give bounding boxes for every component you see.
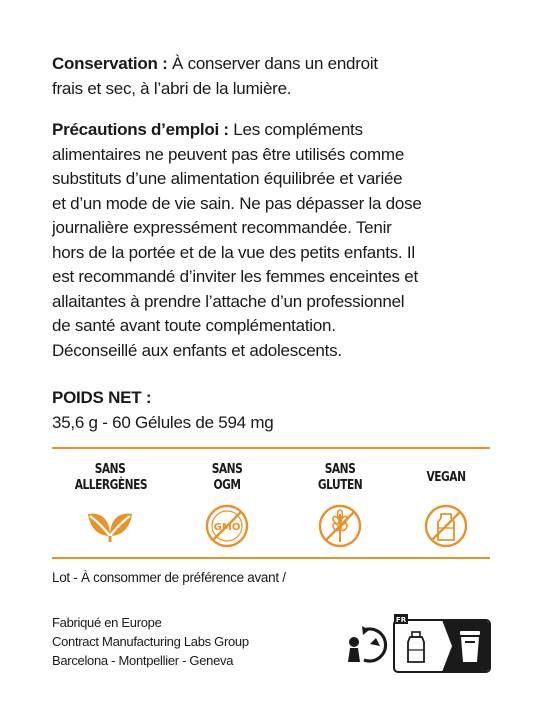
net-weight-value: 35,6 g - 60 Gélules de 594 mg <box>52 412 274 432</box>
manufacturer-line: Fabriqué en Europe <box>52 615 162 630</box>
precautions-line: Les compléments <box>228 120 363 139</box>
badge-label-line2: GLUTEN <box>317 478 363 493</box>
badge-label-line1: SANS <box>324 462 356 477</box>
conservation-label: Conservation : <box>52 54 168 73</box>
manufacturer-info <box>52 613 249 670</box>
wheat-crossed-icon <box>316 502 364 550</box>
badge-label <box>411 458 482 498</box>
precautions-line: et d’un mode de vie sain. Ne pas dépasser la dose <box>52 193 422 213</box>
badge-sans-allergenes <box>67 458 153 498</box>
conservation-text-line2: frais et sec, à l’abri de la lumière. <box>52 78 292 98</box>
precautions-line: allaitantes à prendre l’attache d’un professionnel <box>52 291 405 311</box>
divider-top <box>52 447 490 449</box>
badge-sans-gluten <box>297 458 383 498</box>
precautions-line: hors de la portée et de la vue des petits enfants. Il <box>52 242 415 262</box>
precautions-paragraph <box>52 118 502 363</box>
badge-label-line1: SANS <box>211 462 243 477</box>
milk-crossed-icon <box>422 502 470 550</box>
badge-label-line2: OGM <box>213 478 241 493</box>
conservation-text: À conserver dans un endroit <box>167 54 378 73</box>
badge-label <box>75 458 146 498</box>
conservation-paragraph <box>52 52 502 101</box>
recycling-info <box>342 612 492 674</box>
badge-label-line2: ALLERGÈNES <box>74 478 148 493</box>
precautions-line: est recommandé d’inviter les femmes enceintes et <box>52 267 418 286</box>
badge-sans-ogm <box>184 458 270 533</box>
precautions-line: Déconseillé aux enfants et adolescents. <box>52 340 342 360</box>
triman-icon <box>348 626 386 662</box>
gmo-icon <box>203 502 251 550</box>
country-tag: FR <box>395 616 407 624</box>
badge-label-line1: SANS <box>94 462 126 477</box>
gmo-icon-text: GMO <box>213 522 241 533</box>
divider-bottom <box>52 557 490 559</box>
manufacturer-line: Contract Manufacturing Labs Group <box>52 634 249 649</box>
leaves-icon <box>86 502 134 550</box>
badge-label <box>305 458 376 498</box>
badge-vegan <box>403 458 489 498</box>
lot-text: Lot - À consommer de préférence avant / <box>52 570 286 585</box>
net-weight-label: POIDS NET : <box>52 388 152 407</box>
precautions-label: Précautions d’emploi : <box>52 120 229 139</box>
precautions-line: alimentaires ne peuvent pas être utilisés comme <box>52 144 405 164</box>
badge-label-line2: VEGAN <box>426 470 466 485</box>
badge-label <box>192 458 263 498</box>
precautions-line: de santé avant toute complémentation. <box>52 316 336 335</box>
manufacturer-line: Barcelona - Montpellier - Geneva <box>52 653 234 668</box>
net-weight <box>52 386 502 435</box>
precautions-line: journalière expressément recommandée. Tenir <box>52 218 392 237</box>
precautions-line: substituts d’une alimentation équilibrée et variée <box>52 169 403 188</box>
